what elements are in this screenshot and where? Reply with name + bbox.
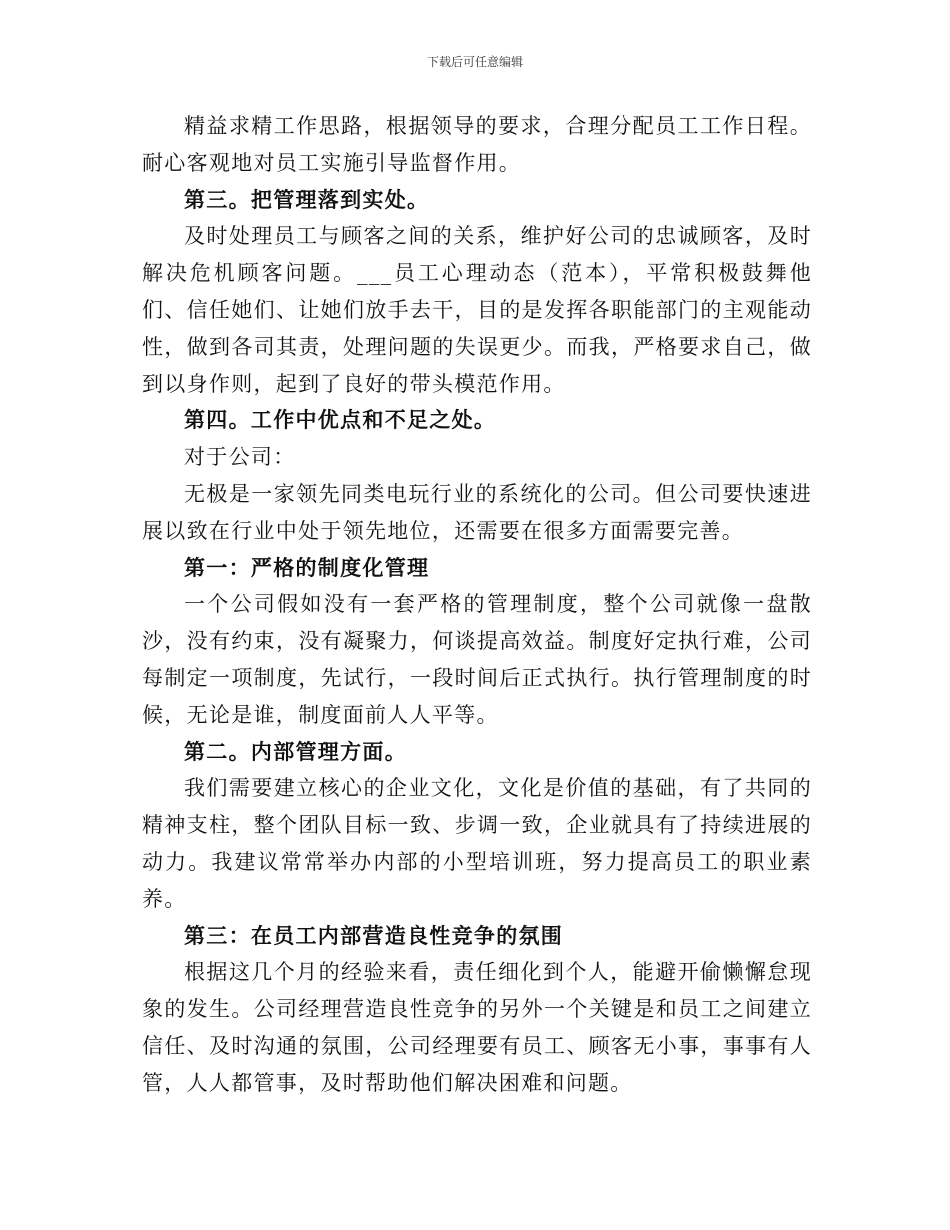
paragraph-text: 及时处理员工与顾客之间的关系，维护好公司的忠诚顾客，及时解决危机顾客问题。___员工心理动态（范本），平常积极鼓舞他们、信任她们、让她们放手去干，目的是发挥各职能部门的主观能动性，做到各司其责，处理问题的失误更少。而我，严格要求自己，做到以身作则，起到了良好的带头模范作用。 bbox=[142, 224, 812, 396]
document-body bbox=[142, 108, 812, 1102]
section-heading: 第三。把管理落到实处。 bbox=[184, 186, 430, 212]
section-heading: 第一：严格的制度化管理 bbox=[184, 554, 430, 580]
paragraph-text: 根据这几个月的经验来看，责任细化到个人，能避开偷懒懈怠现象的发生。公司经理营造良性竞争的另外一个关键是和员工之间建立信任、及时沟通的氛围，公司经理要有员工、顾客无小事，事事有人管，人人都管事，及时帮助他们解决困难和问题。 bbox=[142, 960, 812, 1095]
page-header-note: 下载后可任意编辑 bbox=[426, 55, 523, 69]
section-heading: 第四。工作中优点和不足之处。 bbox=[184, 407, 497, 433]
paragraph-text: 精益求精工作思路，根据领导的要求，合理分配员工工作日程。耐心客观地对员工实施引导监督作用。 bbox=[142, 114, 812, 175]
section-heading: 第三：在员工内部营造良性竞争的氛围 bbox=[184, 922, 564, 948]
paragraph-text: 对于公司： bbox=[184, 445, 296, 470]
paragraph-text: 一个公司假如没有一套严格的管理制度，整个公司就像一盘散沙，没有约束，没有凝聚力，何谈提高效益。制度好定执行难，公司每制定一项制度，先试行，一段时间后正式执行。执行管理制度的时候，无论是谁，制度面前人人平等。 bbox=[142, 592, 812, 727]
section-heading: 第二。内部管理方面。 bbox=[184, 738, 407, 764]
paragraph-text: 无极是一家领先同类电玩行业的系统化的公司。但公司要快速进展以致在行业中处于领先地位，还需要在很多方面需要完善。 bbox=[142, 481, 812, 543]
paragraph-text: 我们需要建立核心的企业文化，文化是价值的基础，有了共同的精神支柱，整个团队目标一致、步调一致，企业就具有了持续进展的动力。我建议常常举办内部的小型培训班，努力提高员工的职业素养。 bbox=[142, 776, 812, 911]
